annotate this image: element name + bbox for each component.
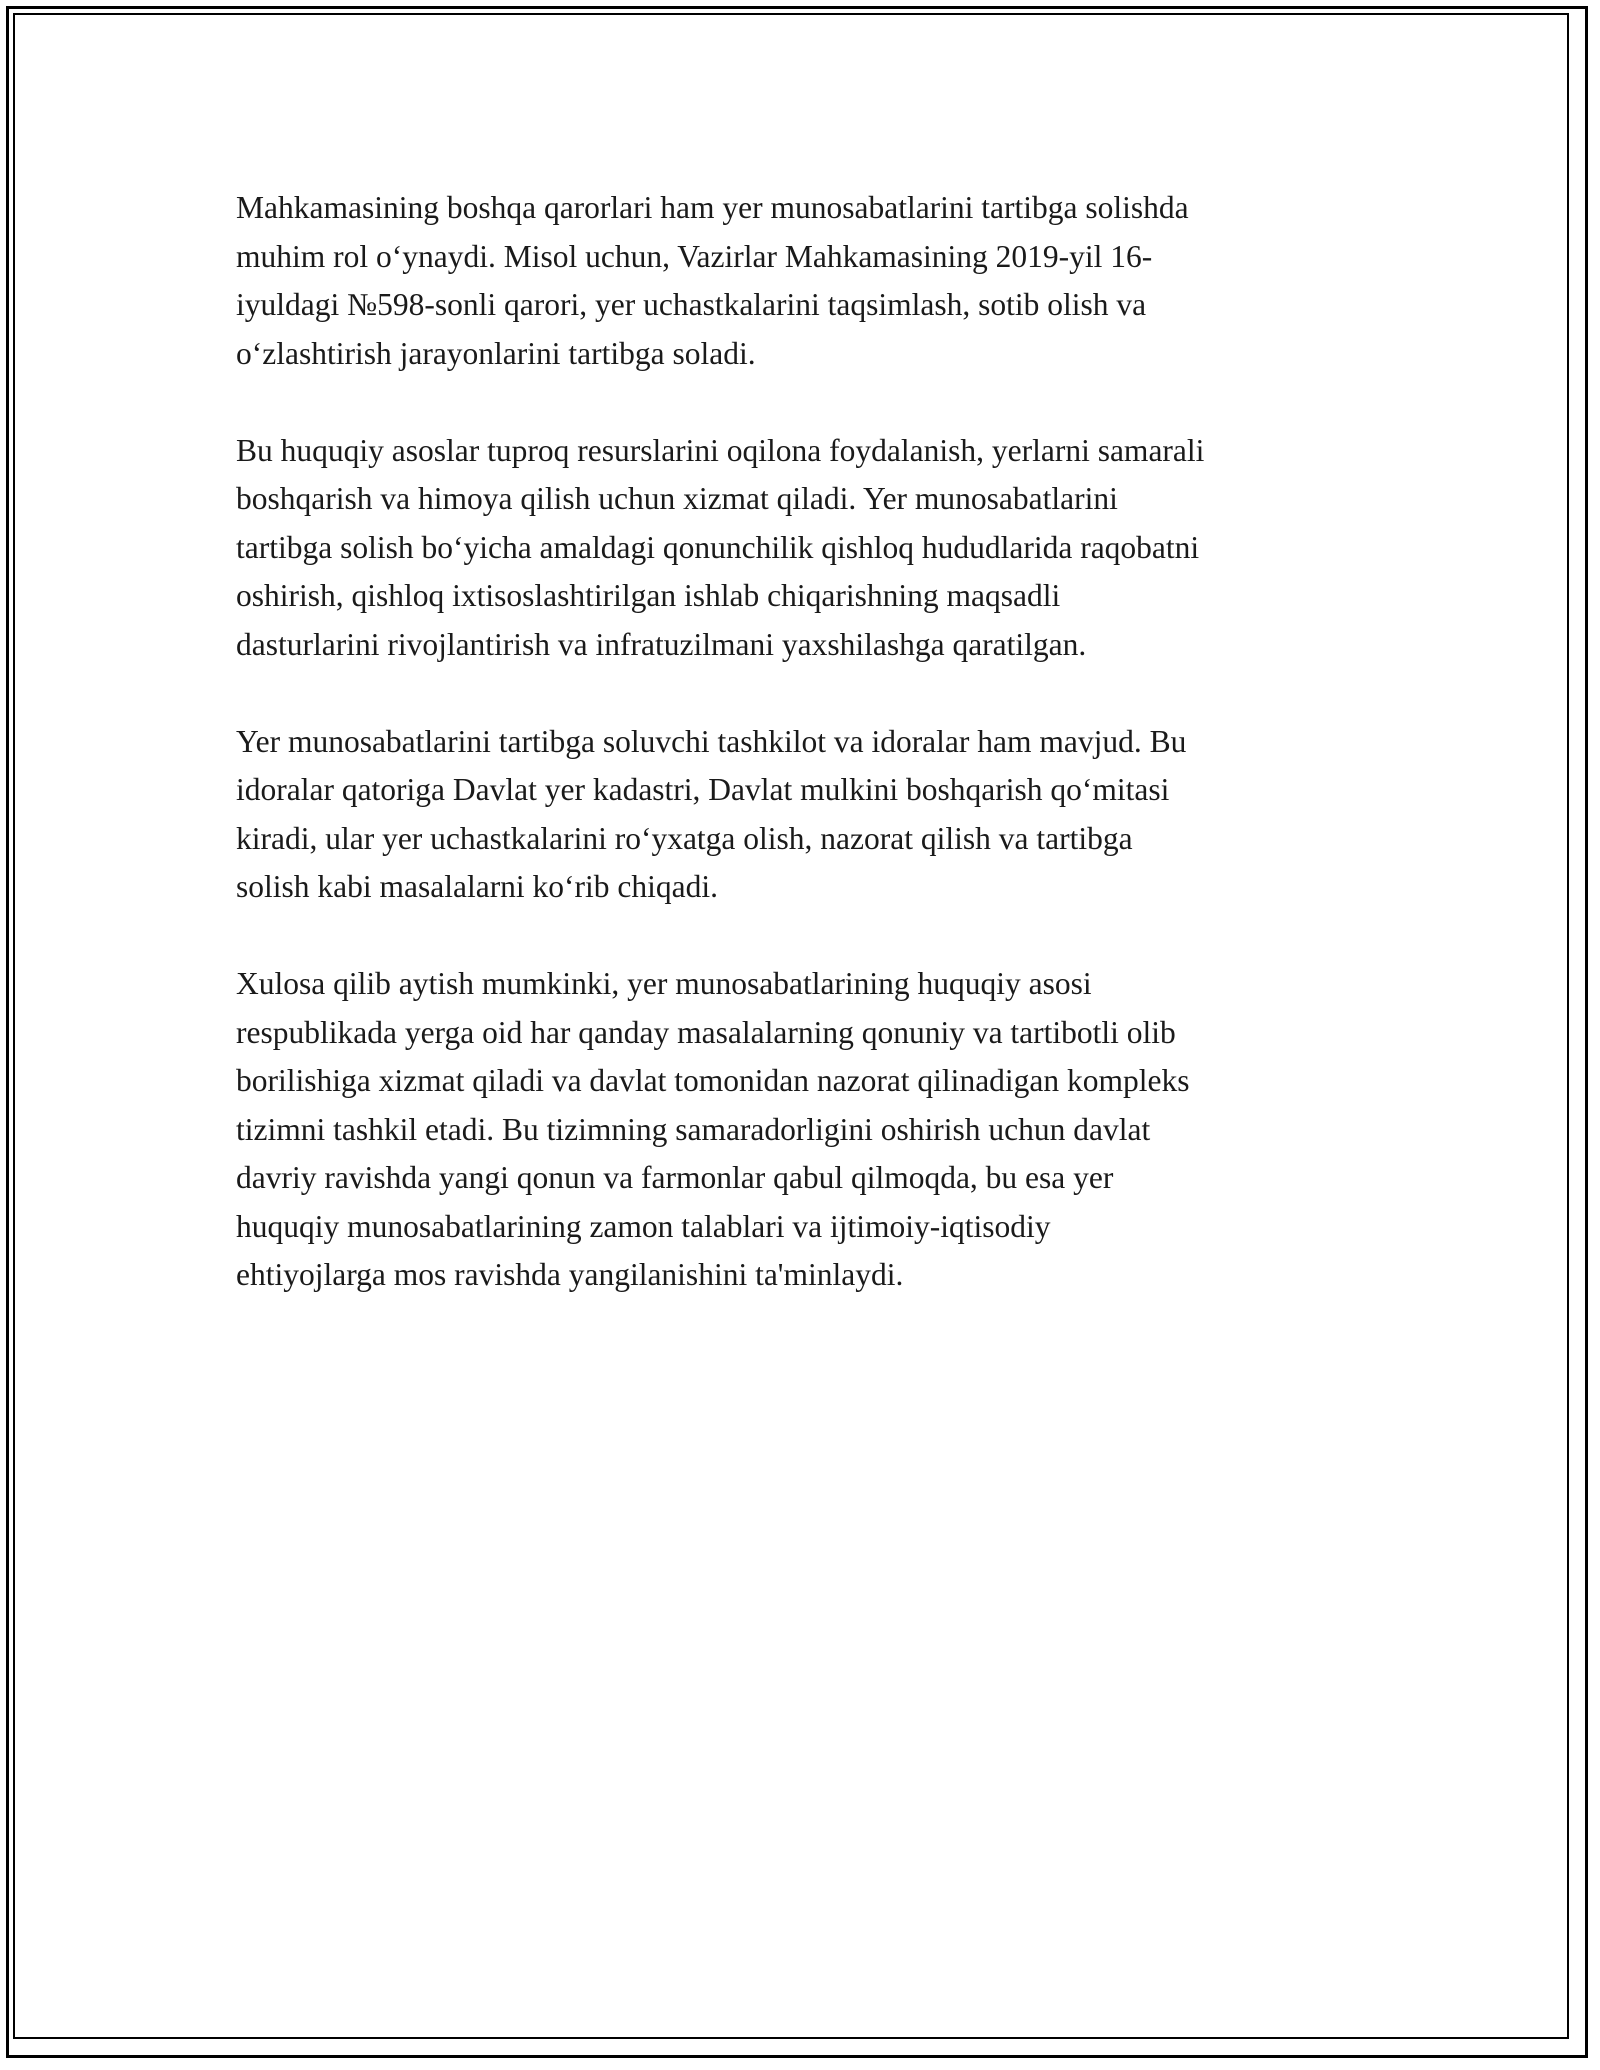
text-line: solish kabi masalalarni ko‘rib chiqadi. (236, 869, 719, 904)
text-line: muhim rol o‘ynaydi. Misol uchun, Vazirlar Mahkamasining 2019-yil 16- (236, 238, 1153, 274)
text-line: o‘zlashtirish jarayonlarini tartibga soladi. (236, 335, 756, 371)
text-line: borilishiga xizmat qiladi va davlat tomonidan nazorat qilinadigan kompleks (236, 1063, 1190, 1098)
paragraph (236, 184, 1376, 378)
text-line: boshqarish va himoya qilish uchun xizmat qiladi. Yer munosabatlarini (236, 481, 1118, 516)
text-line: tizimni tashkil etadi. Bu tizimning samaradorligini oshirish uchun davlat (236, 1111, 1151, 1147)
text-line: kiradi, ular yer uchastkalarini ro‘yxatga olish, nazorat qilish va tartibga (236, 820, 1133, 856)
paragraph (236, 960, 1376, 1300)
paragraph (236, 718, 1376, 912)
text-line: Xulosa qilib aytish mumkinki, yer munosabatlarining huquqiy asosi (236, 966, 1092, 1001)
text-line: Bu huquqiy asoslar tuproq resurslarini oqilona foydalanish, yerlarni samarali (236, 432, 1205, 468)
text-line: dasturlarini rivojlantirish va infratuzilmani yaxshilashga qaratilgan. (236, 626, 1087, 662)
text-line: oshirish, qishloq ixtisoslashtirilgan ishlab chiqarishning maqsadli (236, 578, 1061, 613)
text-line: Yer munosabatlarini tartibga soluvchi tashkilot va idoralar ham mavjud. Bu (236, 723, 1187, 759)
paragraph (236, 427, 1376, 670)
text-line: Mahkamasining boshqa qarorlari ham yer munosabatlarini tartibga solishda (236, 190, 1189, 225)
text-line: iyuldagi №598-sonli qarori, yer uchastkalarini taqsimlash, sotib olish va (236, 287, 1147, 322)
text-line: ehtiyojlarga mos ravishda yangilanishini ta'minlaydi. (236, 1257, 904, 1292)
text-line: huquqiy munosabatlarining zamon talablari va ijtimoiy-iqtisodiy (236, 1208, 1051, 1244)
text-line: tartibga solish bo‘yicha amaldagi qonunchilik qishloq hududlarida raqobatni (236, 529, 1200, 565)
text-line: davriy ravishda yangi qonun va farmonlar qabul qilmoqda, bu esa yer (236, 1160, 1114, 1195)
text-line: idoralar qatoriga Davlat yer kadastri, Davlat mulkini boshqarish qo‘mitasi (236, 772, 1170, 807)
document-body (236, 184, 1376, 1348)
text-line: respublikada yerga oid har qanday masalalarning qonuniy va tartibotli olib (236, 1014, 1176, 1050)
